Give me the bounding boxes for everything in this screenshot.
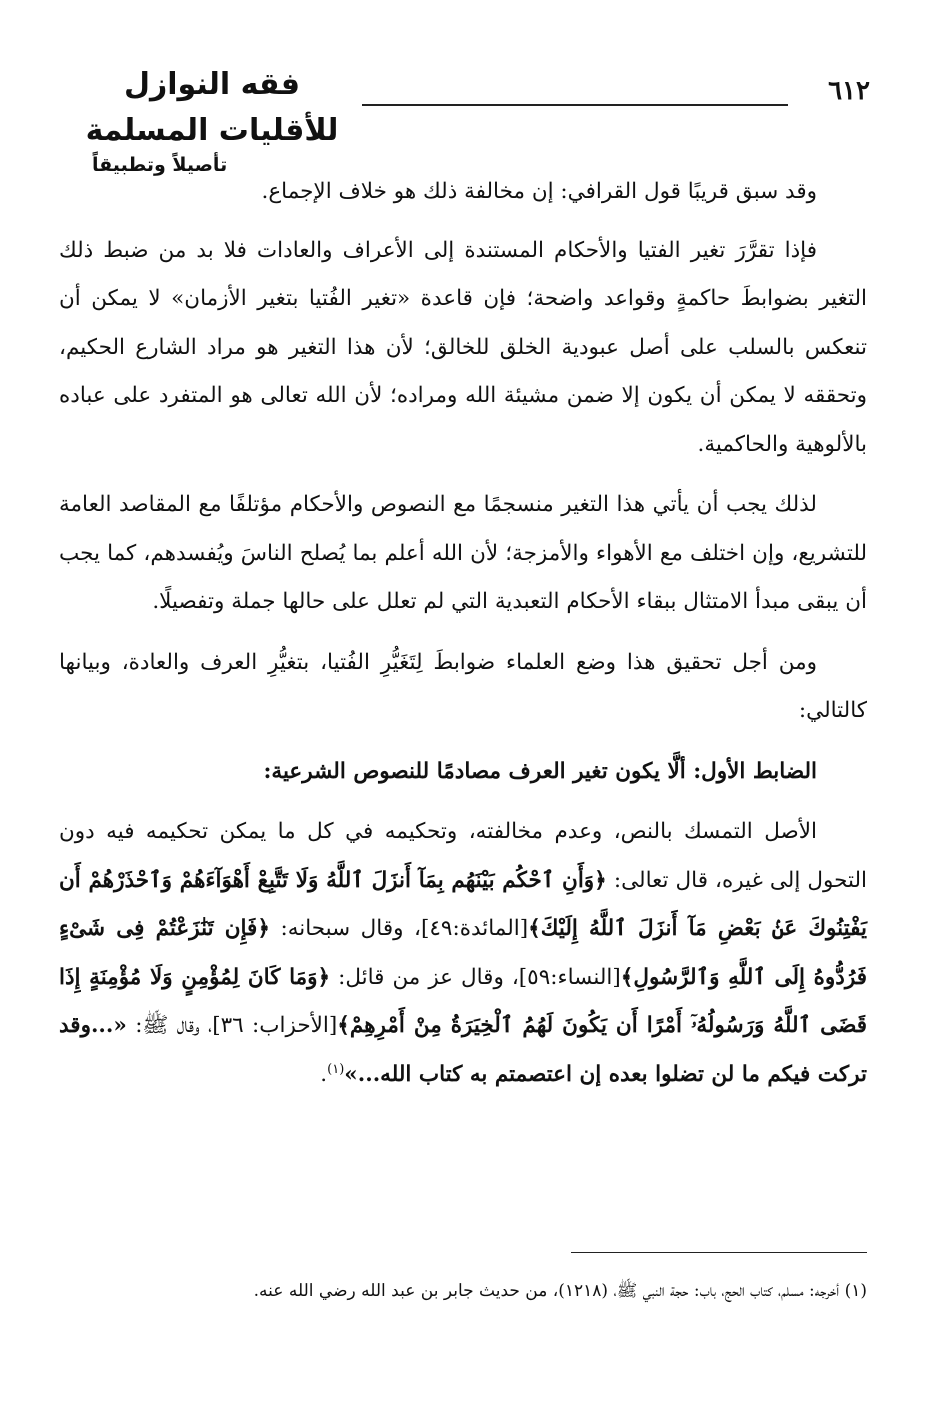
verse-ref-2: [النساء:٥٩] xyxy=(518,964,621,990)
paragraph-end: . xyxy=(320,1061,328,1087)
quran-verse-1: ﴿وَأَنِ ٱحْكُم بَيْنَهُم بِمَآ أَنزَلَ ٱللَّهُ وَلَا تَتَّبِعْ أَهْوَآءَهُمْ وَٱحْذَرْهُمْ أَن يَفْتِنُوكَ عَنۢ بَعْضِ مَآ أَنزَلَ ٱللَّهُ إِلَيْكَ﴾ xyxy=(59,867,867,941)
book-title-logo xyxy=(62,62,362,176)
paragraph-4: ومن أجل تحقيق هذا وضع العلماء ضوابطَ لِتَغَيُّرِ الفُتيا، بتغيُّرِ العرف والعادة، وبيانها كالتالي: xyxy=(59,649,867,723)
page-number: ٦١٢ xyxy=(828,76,870,106)
paragraph-5-start: الأصل التمسك بالنص، وعدم مخالفته، وتحكيمه في كل ما يمكن تحكيمه فيه دون التحول إلى غيره، قال تعالى: xyxy=(59,819,867,893)
verse-ref-3: [الأحزاب: ٣٦] xyxy=(212,1013,338,1038)
paragraph-2: فإذا تقرَّرَ تغير الفتيا والأحكام المستندة إلى الأعراف والعادات فلا بد من ضبط ذلك التغير بضوابطَ حاكمةٍ وقواعد واضحة؛ فإن قاعدة «تغير الفُتيا بتغير الأزمان» لا يمكن أن تنعكس بالسلب على أصل عبودية الخلق للخالق؛ لأن هذا التغير هو مراد الشارع الحكيم، وتحققه لا يمكن أن يكون إلا ضمن مشيئة الله ومراده؛ لأن الله تعالى هو المتفرد على عباده بالألوهية والحاكمية. xyxy=(59,237,867,457)
paragraph-5 xyxy=(59,808,867,1099)
paragraph-3: لذلك يجب أن يأتي هذا التغير منسجمًا مع النصوص والأحكام مؤتلفًا مع المقاصد العامة للتشريع، وإن اختلف مع الأهواء والأمزجة؛ لأن الله أعلم بما يُصلح الناسَ ويُفسدهم، كما يجب أن يبقى مبدأ الامتثال ببقاء الأحكام التعبدية التي لم تعلل على حالها جملة وتفصيلًا. xyxy=(59,492,867,614)
quran-verse-2: ﴿فَإِن تَنَٰزَعْتُمْ فِى شَىْءٍ فَرُدُّوهُ إِلَى ٱللَّهِ وَٱلرَّسُولِ﴾ xyxy=(59,916,868,990)
connector-3: ، وقال ﷺ: xyxy=(126,1013,213,1038)
hadith-quote: «...وقد تركت فيكم ما لن تضلوا بعده إن اعتصمتم به كتاب الله...» xyxy=(59,1013,867,1087)
page-body xyxy=(59,168,867,1111)
footnote: (١) أخرجه: مسلم، كتاب الحج، باب: حجة النبي ﷺ، (١٢١٨)، من حديث جابر بن عبد الله رضي الله عنه. xyxy=(253,1281,867,1301)
paragraph-1: وقد سبق قريبًا قول القرافي: إن مخالفة ذلك هو خلاف الإجماع. xyxy=(261,179,817,204)
book-subtitle: تأصيلاً وتطبيقاً xyxy=(92,154,228,176)
page-header xyxy=(62,62,870,176)
section-heading: الضابط الأول: ألَّا يكون تغير العرف مصادمًا للنصوص الشرعية: xyxy=(263,758,817,784)
footnote-marker: (١) xyxy=(327,1061,345,1077)
header-rule xyxy=(362,104,788,106)
connector-1: ، وقال سبحانه: xyxy=(269,916,421,941)
connector-2: ، وقال عز من قائل: xyxy=(330,964,519,990)
footnote-rule xyxy=(571,1252,867,1253)
quran-verse-3: ﴿وَمَا كَانَ لِمُؤْمِنٍ وَلَا مُؤْمِنَةٍ إِذَا قَضَى ٱللَّهُ وَرَسُولُهُۥٓ أَمْرًا أَن يَكُونَ لَهُمُ ٱلْخِيَرَةُ مِنْ أَمْرِهِمْ﴾ xyxy=(59,964,867,1038)
verse-ref-1: [المائدة:٤٩] xyxy=(420,916,529,941)
book-title: فقه النوازل للأقليات المسلمة xyxy=(85,67,339,148)
